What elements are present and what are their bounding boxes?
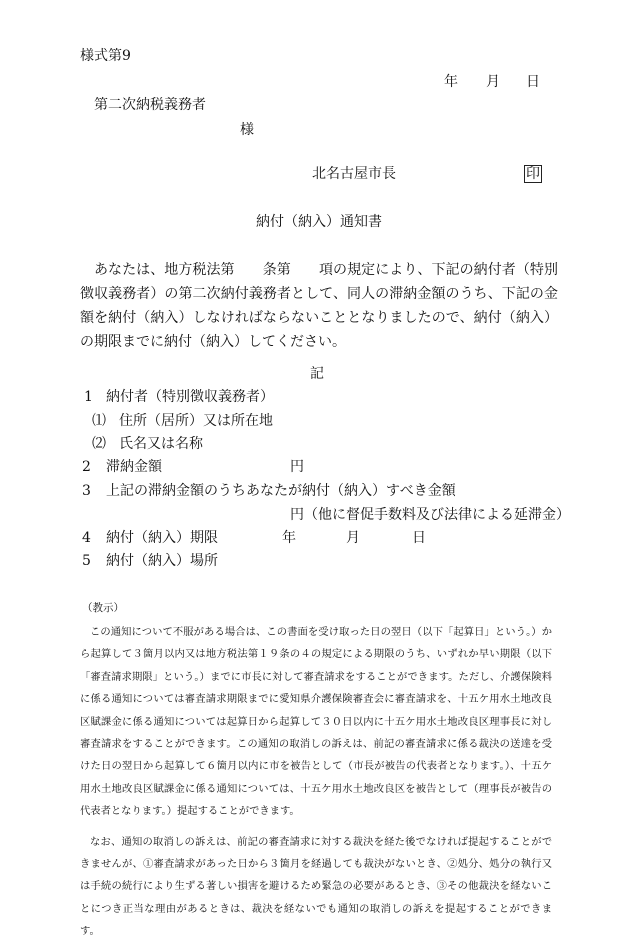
item-label: 上記の滞納金額のうちあなたが納付（納入）すべき金額: [106, 483, 456, 499]
ki-heading: 記: [310, 366, 324, 382]
item-number: 4: [82, 530, 91, 546]
item-number: ⑵: [92, 436, 106, 452]
notes-paragraph: この通知について不服がある場合は、この書面を受け取った日の翌日（以下「起算日」という。）から起算して３箇月以内又は地方税法第１９条の４の規定による期限のうち、いずれか早い期限（以下「審査請求期限」という。）までに市長に対して審査請求をすることができます。ただし、介護保険料に係る通知については審査請求期限までに愛知県介護保険審査会に審査請求を、十五ケ用水土地改良区賦課金に係る通知については起算日から起算して３０日以内に十五ケ用水土地改良区理事長に対し審査請求をすることができます。この通知の取消しの訴えは、前記の審査請求に係る裁決の送達を受けた日の翌日から起算して６箇月以内に市を被告として（市長が被告の代表者となります。）、十五ケ用水土地改良区賦課金に係る通知については、十五ケ用水土地改良区を被告として（理事長が被告の代表者となります。）提起することができます。: [80, 626, 552, 818]
item-number: 5: [82, 553, 91, 569]
amount-unit-note: 円（他に督促手数料及び法律による延滞金）: [290, 507, 570, 523]
date-month-label: 月: [486, 74, 500, 90]
addressee-honorific: 様: [240, 122, 254, 138]
addressee-title: 第二次納税義務者: [94, 97, 206, 113]
deadline-month-label: 月: [346, 530, 360, 546]
notes-heading: （教示）: [82, 602, 124, 614]
item-number: ⑴: [92, 413, 106, 429]
deadline-day-label: 日: [412, 530, 426, 546]
item-label: 住所（居所）又は所在地: [119, 413, 273, 429]
item-number: 3: [82, 483, 91, 499]
deadline-year-label: 年: [282, 530, 296, 546]
item-label: 納付（納入）場所: [106, 553, 218, 569]
item-label: 滞納金額: [106, 459, 162, 475]
notes-paragraph: なお、通知の取消しの訴えは、前記の審査請求に対する裁決を経た後でなければ提起することができませんが、①審査請求があった日から３箇月を経過しても裁決がないとき、②処分、処分の執行又は手続の続行により生ずる著しい損害を避けるため緊急の必要があるとき、③その他裁決を経ないことにつき正当な理由があるときは、裁決を経ないでも通知の取消しの訴えを提起することができます。: [80, 835, 552, 938]
body-paragraph: あなたは、地方税法第 条第 項の規定により、下記の納付者（特別徴収義務者）の第二次納付義務者として、同人の滞納金額のうち、下記の金額を納付（納入）しなければならないこととなりましたので、納付（納入）の期限までに納付（納入）してください。: [80, 262, 558, 350]
item-label: 納付（納入）期限: [106, 530, 218, 546]
amount-unit: 円: [290, 459, 304, 475]
form-number: 様式第9: [80, 48, 131, 64]
item-label: 氏名又は名称: [119, 436, 203, 452]
item-number: 2: [82, 459, 91, 475]
document-title: 納付（納入）通知書: [256, 214, 382, 230]
date-day-label: 日: [526, 74, 540, 90]
seal-mark: [524, 164, 542, 184]
item-label: 納付者（特別徴収義務者）: [106, 389, 274, 405]
notes-body: [80, 621, 552, 943]
seal-label: 印: [526, 166, 540, 182]
item-number: 1: [84, 389, 93, 405]
issuer-name: 北名古屋市長: [312, 166, 396, 182]
date-year-label: 年: [444, 74, 458, 90]
